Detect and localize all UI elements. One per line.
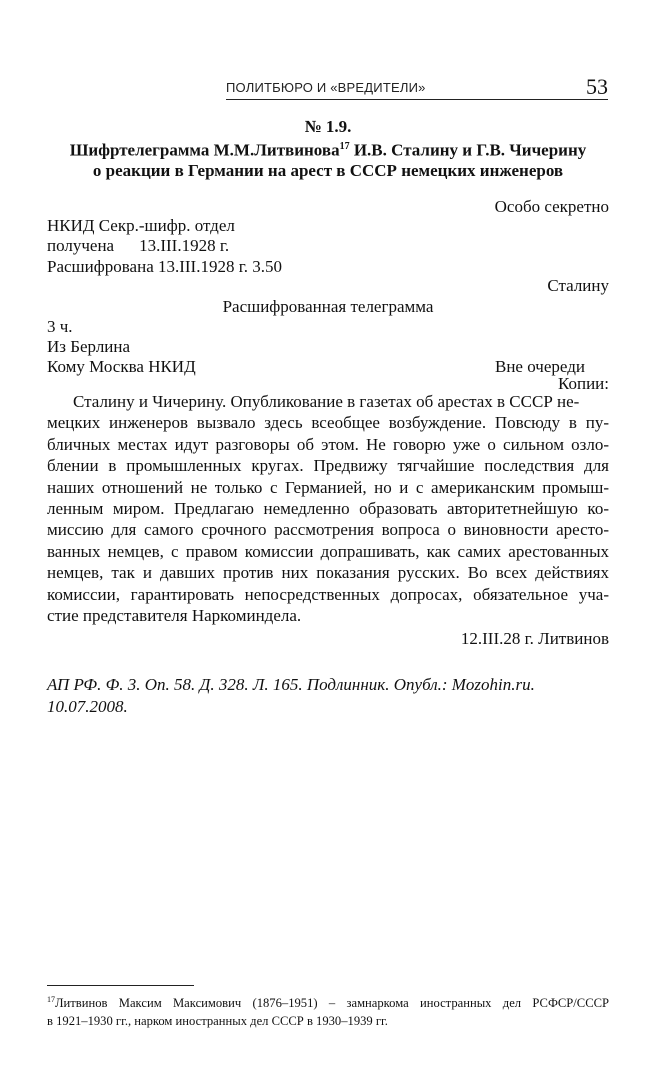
page-number: 53 — [586, 74, 608, 99]
body-line: наших отношений не только с Германией, но и с американским промыш- — [47, 477, 609, 497]
document-title-line1 — [40, 137, 616, 161]
document-title-block — [40, 117, 616, 181]
body-line: немцев, так и давших против них показания русских. Во всех действиях — [47, 563, 609, 583]
footnote-rule — [47, 985, 194, 986]
header-rule — [226, 99, 608, 100]
addressee: Сталину — [547, 276, 609, 295]
title-text-after: И.В. Сталину и Г.В. Чичерину — [349, 140, 587, 160]
meta-decrypted: Расшифрована 13.III.1928 г. 3.50 — [47, 257, 283, 276]
document-title-line2: о реакции в Германии на арест в СССР немецких инженеров — [92, 160, 564, 180]
priority: Вне очереди — [495, 357, 585, 376]
received-label: получена — [47, 236, 115, 255]
meta-received — [47, 235, 229, 257]
classification: Особо секретно — [494, 197, 609, 216]
body-line: ванных немцев, с правом комиссии допрашивать, как самих арестованных — [47, 541, 609, 561]
copies: Копии: — [557, 374, 609, 393]
body-line: мецких инженеров вызвало здесь всеобщее возбуждение. Повсюду в пу- — [47, 413, 609, 433]
footnote-line1 — [47, 991, 609, 1012]
citation-line: 10.07.2008. — [47, 696, 128, 716]
body-line: блении в промышленных кругах. Предвижу тягчайшие последствия для — [47, 456, 609, 476]
body-line: комиссии, гарантировать непосредственных допросах, обязательное уча- — [47, 584, 609, 604]
title-text-before: Шифртелеграмма М.М.Литвинова — [69, 140, 340, 160]
footnote-text: Литвинов Максим Максимович (1876–1951) – замнаркома иностранных дел РСФСР/СССР — [55, 996, 609, 1011]
body-line: ленным миром. Предлагаю немедленно образовать авторитетнейшую ко- — [47, 499, 609, 519]
origin-hour: 3 ч. — [47, 317, 73, 336]
telegram-subtitle: Расшифрованная телеграмма — [222, 297, 434, 316]
origin-from: Из Берлина — [47, 337, 131, 356]
footnote-ref: 17 — [339, 141, 350, 152]
archival-citation — [47, 674, 609, 717]
origin-to: Кому Москва НКИД — [47, 357, 196, 376]
telegram-body — [47, 391, 609, 626]
signature: 12.III.28 г. Литвинов — [460, 629, 609, 648]
body-line: Сталину и Чичерину. Опубликование в газетах об арестах в СССР не- — [73, 392, 580, 411]
footnote-marker: 17 — [47, 995, 55, 1004]
footnote-line2: в 1921–1930 гг., нарком иностранных дел СССР в 1930–1939 гг. — [47, 1014, 388, 1029]
running-header-title: ПОЛИТБЮРО И «ВРЕДИТЕЛИ» — [226, 80, 426, 95]
received-date: 13.III.1928 г. — [139, 236, 230, 255]
citation-line: АП РФ. Ф. 3. Оп. 58. Д. 328. Л. 165. Подлинник. Опубл.: Mozohin.ru. — [47, 675, 535, 694]
footnote — [47, 991, 609, 1030]
body-line: бличных местах идут разговоры об этом. Не говорю уже о сильном озло- — [47, 434, 609, 454]
body-line: стие представителя Наркоминдела. — [47, 606, 302, 626]
meta-department: НКИД Секр.-шифр. отдел — [47, 216, 235, 235]
document-number: № 1.9. — [304, 117, 352, 136]
body-line: миссию для самого срочного рассмотрения вопроса о виновности аресто- — [47, 520, 609, 540]
